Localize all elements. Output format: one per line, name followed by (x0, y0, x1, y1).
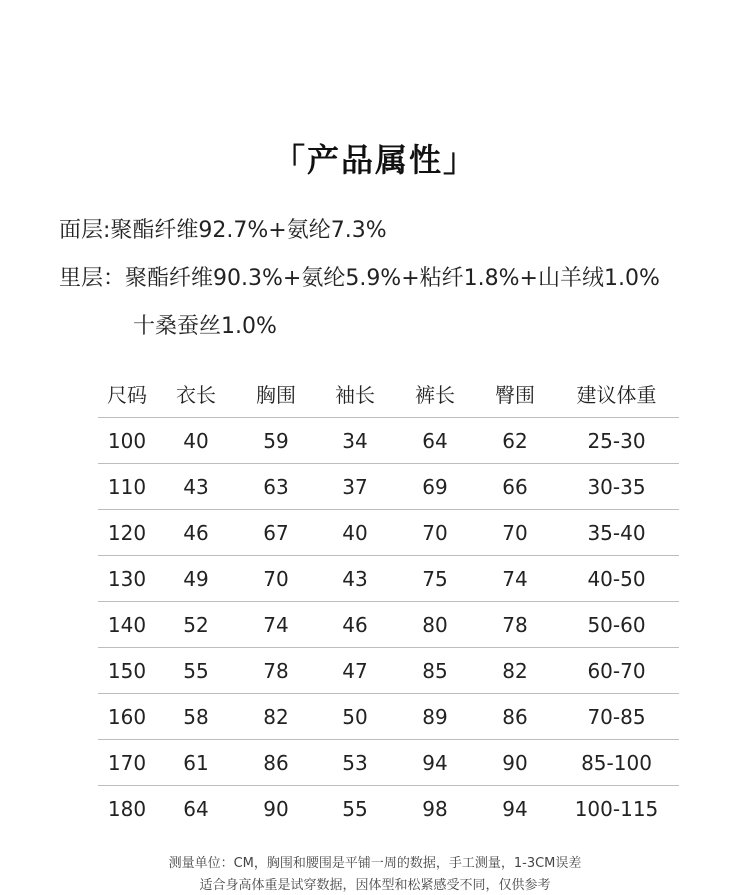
cell-sleeve: 34 (316, 418, 394, 464)
cell-size: 180 (107, 796, 147, 821)
cell-chest: 90 (263, 796, 289, 821)
cell-sleeve: 55 (342, 796, 368, 821)
cell-weight: 50-60 (554, 602, 679, 648)
cell-weight: 25-30 (554, 418, 679, 464)
page-title: 「产品属性」 (272, 141, 477, 179)
cell-chest: 67 (236, 510, 316, 556)
cell-hip: 78 (476, 602, 554, 648)
fit-disclaimer-note: 适合身高体重是试穿数据，因体型和松紧感受不同，仅供参考 (199, 878, 551, 893)
cell-chest: 70 (236, 556, 316, 602)
header-hip: 臀围 (476, 370, 554, 418)
cell-weight: 70-85 (554, 694, 679, 740)
size-chart-table (98, 370, 679, 831)
cell-pants-length: 75 (394, 556, 476, 602)
cell-pants-length: 85 (394, 648, 476, 694)
table-row (98, 740, 679, 786)
cell-size: 150 (98, 648, 156, 694)
cell-hip: 62 (476, 418, 554, 464)
cell-length: 40 (156, 418, 236, 464)
table-row (98, 418, 679, 464)
cell-chest: 74 (236, 602, 316, 648)
header-length: 衣长 (156, 370, 236, 418)
measurement-note: 测量单位：CM，胸围和腰围是平铺一周的数据，手工测量，1-3CM误差 (168, 856, 582, 871)
table-row (98, 648, 679, 694)
cell-pants-length: 89 (394, 694, 476, 740)
cell-sleeve: 47 (316, 648, 394, 694)
header-pants-length: 裤长 (394, 370, 476, 418)
cell-hip: 82 (476, 648, 554, 694)
cell-length: 55 (156, 648, 236, 694)
header-chest: 胸围 (236, 370, 316, 418)
inner-fabric-composition-continued: 十桑蚕丝1.0% (133, 314, 277, 339)
table-row (98, 694, 679, 740)
cell-sleeve: 50 (316, 694, 394, 740)
header-sleeve: 袖长 (316, 370, 394, 418)
cell-chest: 78 (236, 648, 316, 694)
cell-sleeve: 43 (316, 556, 394, 602)
cell-pants-length: 64 (394, 418, 476, 464)
cell-hip: 70 (476, 510, 554, 556)
cell-sleeve: 46 (316, 602, 394, 648)
cell-length: 43 (156, 464, 236, 510)
cell-sleeve: 53 (316, 740, 394, 786)
cell-chest: 59 (236, 418, 316, 464)
cell-sleeve: 37 (316, 464, 394, 510)
cell-pants-length: 98 (422, 796, 448, 821)
table-row (98, 510, 679, 556)
cell-hip: 66 (476, 464, 554, 510)
cell-pants-length: 80 (394, 602, 476, 648)
cell-length: 46 (156, 510, 236, 556)
cell-size: 170 (98, 740, 156, 786)
table-header-row (98, 370, 679, 418)
cell-pants-length: 70 (394, 510, 476, 556)
cell-length: 58 (156, 694, 236, 740)
cell-weight: 60-70 (554, 648, 679, 694)
cell-size: 110 (98, 464, 156, 510)
table-row (98, 464, 679, 510)
cell-pants-length: 94 (394, 740, 476, 786)
header-size: 尺码 (98, 370, 156, 418)
table-row (98, 786, 679, 832)
cell-chest: 82 (236, 694, 316, 740)
cell-length: 64 (183, 796, 209, 821)
cell-weight: 30-35 (554, 464, 679, 510)
table-row (98, 556, 679, 602)
cell-size: 120 (98, 510, 156, 556)
cell-chest: 63 (236, 464, 316, 510)
inner-fabric-composition: 里层：聚酯纤维90.3%+氨纶5.9%+粘纤1.8%+山羊绒1.0% (59, 266, 660, 291)
cell-hip: 90 (476, 740, 554, 786)
table-row (98, 602, 679, 648)
cell-length: 49 (156, 556, 236, 602)
cell-chest: 86 (236, 740, 316, 786)
outer-fabric-composition: 面层:聚酯纤维92.7%+氨纶7.3% (59, 218, 387, 243)
cell-hip: 94 (502, 796, 528, 821)
cell-weight: 85-100 (554, 740, 679, 786)
cell-size: 100 (98, 418, 156, 464)
cell-size: 130 (98, 556, 156, 602)
cell-hip: 74 (476, 556, 554, 602)
cell-length: 61 (156, 740, 236, 786)
cell-size: 160 (98, 694, 156, 740)
cell-weight: 35-40 (554, 510, 679, 556)
cell-sleeve: 40 (316, 510, 394, 556)
cell-hip: 86 (476, 694, 554, 740)
header-suggested-weight: 建议体重 (554, 370, 679, 418)
cell-size: 140 (98, 602, 156, 648)
cell-pants-length: 69 (394, 464, 476, 510)
cell-weight: 100-115 (574, 796, 659, 821)
cell-length: 52 (156, 602, 236, 648)
cell-weight: 40-50 (554, 556, 679, 602)
